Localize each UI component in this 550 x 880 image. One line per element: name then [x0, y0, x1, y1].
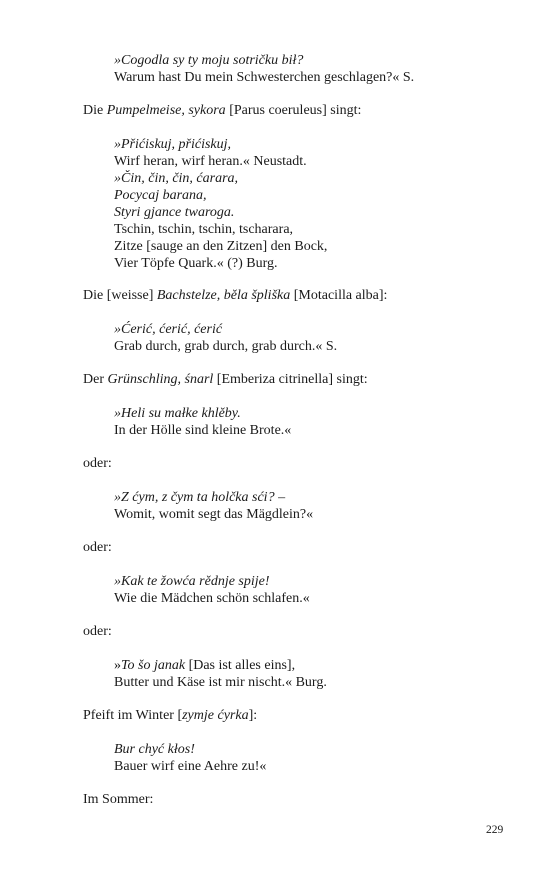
- text-run: oder:: [83, 540, 112, 555]
- page-number: 229: [486, 824, 504, 836]
- verse-line: [114, 573, 270, 590]
- italic-text: Bachstelze, běla špliška: [156, 288, 291, 303]
- text-run: Womit, womit segt das Mägdlein?«: [114, 507, 314, 522]
- paragraph-line: [83, 102, 361, 119]
- italic-text: »Kak te žowća rědnje spije!: [114, 574, 270, 589]
- text-run: [Emberiza citrinella] singt:: [213, 372, 368, 387]
- text-run: Warum hast Du mein Schwesterchen geschlagen?« S.: [114, 70, 415, 85]
- italic-text: »Z ćym, z čym ta holčka sći? –: [114, 490, 286, 505]
- text-run: Pfeift im Winter [: [83, 708, 183, 723]
- italic-text: To šo janak: [121, 658, 186, 673]
- text-run: In der Hölle sind kleine Brote.«: [114, 423, 292, 438]
- verse-line: [114, 338, 337, 355]
- text-run: Zitze [sauge an den Zitzen] den Bock,: [114, 239, 328, 254]
- paragraph-line: [83, 623, 112, 640]
- italic-text: »Čin, čin, čin, ćarara,: [114, 171, 239, 186]
- italic-text: »Cogodla sy ty moju sotričku bił?: [114, 53, 304, 68]
- text-run: Die: [83, 103, 107, 118]
- text-run: Bauer wirf eine Aehre zu!«: [114, 759, 267, 774]
- text-run: Im Sommer:: [83, 792, 154, 807]
- italic-text: Pumpelmeise, sykora: [106, 103, 226, 118]
- italic-text: »Přićiskuj, přićiskuj,: [114, 137, 232, 152]
- verse-line: [114, 69, 414, 86]
- text-run: Vier Töpfe Quark.« (?) Burg.: [114, 256, 278, 271]
- verse-line: [114, 204, 234, 221]
- text-run: Grab durch, grab durch, grab durch.« S.: [114, 339, 338, 354]
- text-run: oder:: [83, 456, 112, 471]
- italic-text: Grünschling, śnarl: [107, 372, 214, 387]
- text-run: oder:: [83, 624, 112, 639]
- text-run: Tschin, tschin, tschin, tscharara,: [114, 222, 294, 237]
- italic-text: zymje ćyrka: [182, 708, 249, 723]
- italic-text: Styri gjance twaroga.: [114, 205, 235, 220]
- paragraph-line: [83, 371, 368, 388]
- italic-text: Pocycaj barana,: [114, 188, 207, 203]
- verse-line: [114, 422, 291, 439]
- verse-line: [114, 136, 231, 153]
- verse-line: [114, 238, 327, 255]
- verse-line: [114, 221, 293, 238]
- paragraph-line: [83, 539, 112, 556]
- text-run: Wirf heran, wirf heran.« Neustadt.: [114, 154, 307, 169]
- verse-line: [114, 52, 303, 69]
- verse-line: [114, 590, 310, 607]
- verse-line: [114, 506, 313, 523]
- verse-line: [114, 170, 238, 187]
- text-run: ]:: [248, 708, 258, 723]
- verse-line: [114, 405, 241, 422]
- italic-text: Bur chyć kłos!: [114, 742, 195, 757]
- text-run: [Motacilla alba]:: [290, 288, 388, 303]
- verse-line: [114, 741, 195, 758]
- italic-text: »Ćerić, ćerić, ćerić: [114, 322, 223, 337]
- verse-line: [114, 758, 266, 775]
- paragraph-line: [83, 455, 112, 472]
- paragraph-line: [83, 791, 153, 808]
- verse-line: [114, 255, 277, 272]
- text-run: Die [weisse]: [83, 288, 157, 303]
- paragraph-line: [83, 707, 257, 724]
- verse-line: [114, 489, 285, 506]
- text-run: »: [114, 658, 121, 673]
- paragraph-line: [83, 287, 387, 304]
- text-run: Der: [83, 372, 108, 387]
- verse-line: [114, 187, 207, 204]
- text-run: Butter und Käse ist mir nischt.« Burg.: [114, 675, 327, 690]
- verse-line: [114, 153, 307, 170]
- text-run: Wie die Mädchen schön schlafen.«: [114, 591, 310, 606]
- verse-line: [114, 674, 327, 691]
- italic-text: »Heli su małke khlěby.: [114, 406, 241, 421]
- verse-line: [114, 321, 222, 338]
- verse-line: [114, 657, 295, 674]
- text-run: [Parus coeruleus] singt:: [225, 103, 362, 118]
- text-run: [Das ist alles eins],: [185, 658, 296, 673]
